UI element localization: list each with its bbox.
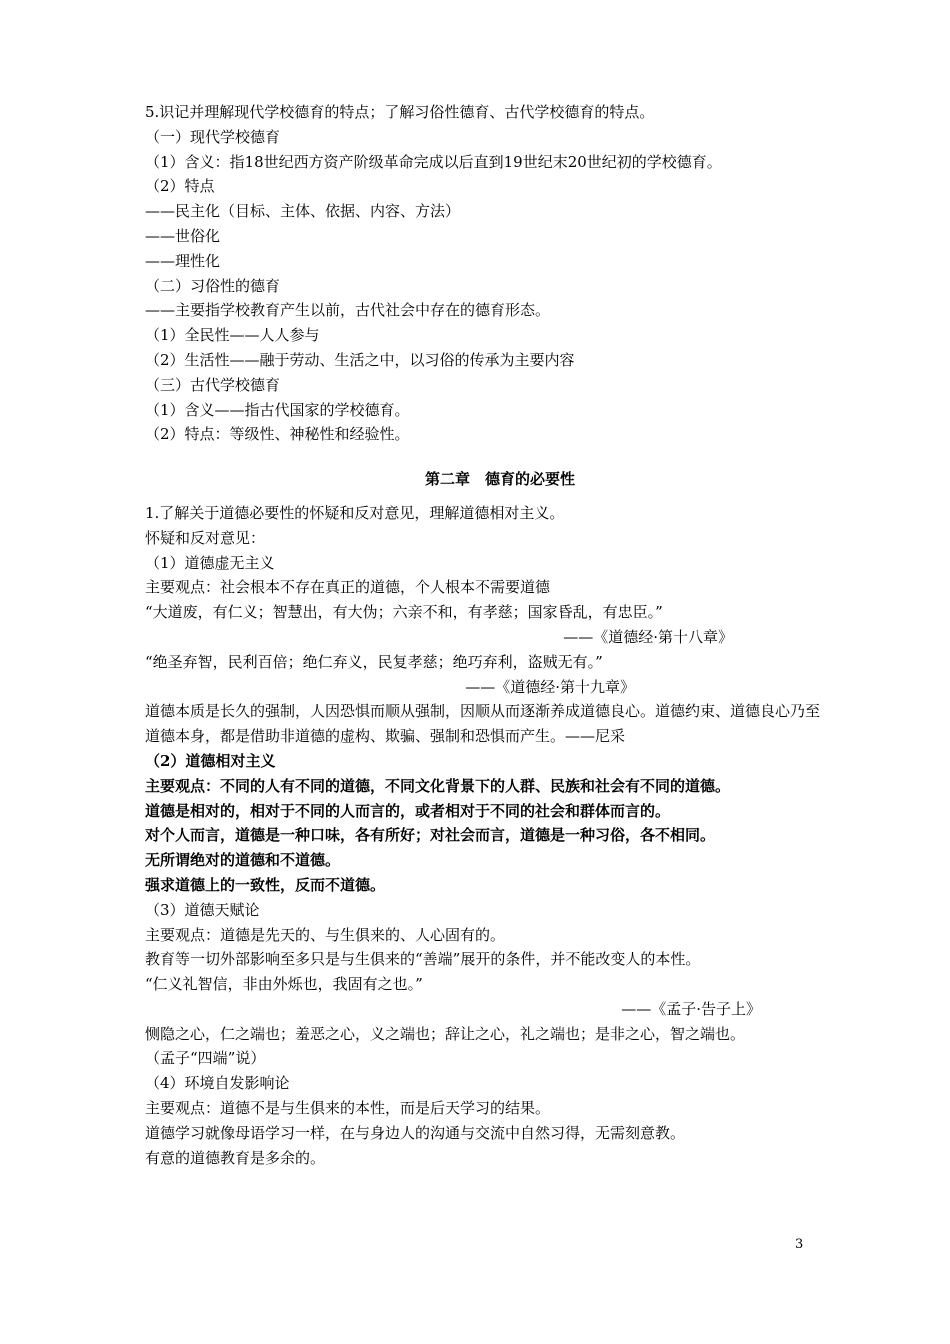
- ancient-features: （2）特点：等级性、神秘性和经验性。: [145, 425, 410, 444]
- modern-features-title: （2）特点: [145, 177, 215, 196]
- customary-definition: ——主要指学校教育产生以前，古代社会中存在的德育形态。: [145, 301, 551, 320]
- relativism-view: 主要观点：不同的人有不同的道德，不同文化背景下的人群、民族和社会有不同的道德。: [145, 776, 731, 795]
- modern-moral-education-title: （一）现代学校德育: [145, 127, 281, 146]
- quote-daodejing-19: “绝圣弃智，民利百倍；绝仁弃义，民复孝慈；绝巧弃利，盗贼无有。”: [145, 652, 603, 671]
- ancient-school-moral-education-title: （三）古代学校德育: [145, 375, 281, 394]
- modern-feature-secularization: ——世俗化: [145, 226, 221, 245]
- chapter2-item1: 1.了解关于道德必要性的怀疑和反对意见，理解道德相对主义。: [145, 503, 565, 522]
- customary-feature-universality: （1）全民性——人人参与: [145, 326, 320, 345]
- modern-feature-rationalization: ——理性化: [145, 251, 221, 270]
- section5-heading: 5.识记并理解现代学校德育的特点；了解习俗性德育、古代学校德育的特点。: [145, 103, 655, 121]
- environment-point-2: 道德学习就像母语学习一样，在与身边人的沟通与交流中自然习得，无需刻意教。: [145, 1123, 686, 1142]
- page-body: [145, 100, 825, 1170]
- page-number: 3: [795, 1237, 804, 1252]
- innate-view: 主要观点：道德是先天的、与生俱来的、人心固有的。: [145, 925, 506, 944]
- relativism-point-3: 对个人而言，道德是一种口味，各有所好；对社会而言，道德是一种习俗，各不相同。: [145, 826, 716, 845]
- mencius-note: （孟子“四端”说）: [145, 1049, 266, 1068]
- relativism-point-2: 道德是相对的，相对于不同的人而言的，或者相对于不同的社会和群体而言的。: [145, 801, 671, 820]
- environment-title: （4）环境自发影响论: [145, 1074, 290, 1093]
- nihilism-title: （1）道德虚无主义: [145, 553, 275, 572]
- quote-daodejing-18: “大道废，有仁义；智慧出，有大伪；六亲不和，有孝慈；国家昏乱，有忠臣。”: [145, 603, 663, 622]
- nietzsche-quote: 道德本质是长久的强制，人因恐惧而顺从强制，因顺从而逐渐养成道德良心。道德约束、道德良心乃至道德本身，都是借助非道德的虚构、欺骗、强制和恐惧而产生。——尼采: [145, 702, 821, 746]
- chapter-title: 第二章 德育的必要性: [424, 470, 575, 489]
- quote-mencius: “仁义礼智信，非由外烁也，我固有之也。”: [145, 975, 423, 994]
- ancient-definition: （1）含义——指古代国家的学校德育。: [145, 400, 410, 419]
- quote-daodejing-19-source: ——《道德经·第十九章》: [465, 677, 635, 696]
- relativism-point-5: 强求道德上的一致性，反而不道德。: [145, 875, 386, 894]
- innate-title: （3）道德天赋论: [145, 900, 260, 919]
- relativism-title: （2）道德相对主义: [145, 751, 276, 770]
- quote-mencius-source: ——《孟子·告子上》: [621, 999, 761, 1018]
- mencius-four-beginnings: 恻隐之心，仁之端也；羞恶之心，义之端也；辞让之心，礼之端也；是非之心，智之端也。: [145, 1024, 746, 1043]
- environment-view: 主要观点：道德不是与生俱来的本性，而是后天学习的结果。: [145, 1099, 551, 1118]
- quote-daodejing-18-source: ——《道德经·第十八章》: [563, 627, 733, 646]
- nihilism-view: 主要观点：社会根本不存在真正的道德，个人根本不需要道德: [145, 578, 551, 597]
- customary-moral-education-title: （二）习俗性的德育: [145, 276, 281, 295]
- relativism-point-4: 无所谓绝对的道德和不道德。: [145, 851, 341, 870]
- modern-definition: （1）含义：指18世纪西方资产阶级革命完成以后直到19世纪末20世纪初的学校德育。: [145, 152, 722, 171]
- customary-feature-life: （2）生活性——融于劳动、生活之中，以习俗的传承为主要内容: [145, 350, 575, 369]
- modern-feature-democratization: ——民主化（目标、主体、依据、内容、方法）: [145, 202, 461, 221]
- doubt-title: 怀疑和反对意见：: [145, 528, 266, 547]
- environment-point-3: 有意的道德教育是多余的。: [145, 1148, 326, 1167]
- innate-point-2: 教育等一切外部影响至多只是与生俱来的“善端”展开的条件，并不能改变人的本性。: [145, 950, 701, 969]
